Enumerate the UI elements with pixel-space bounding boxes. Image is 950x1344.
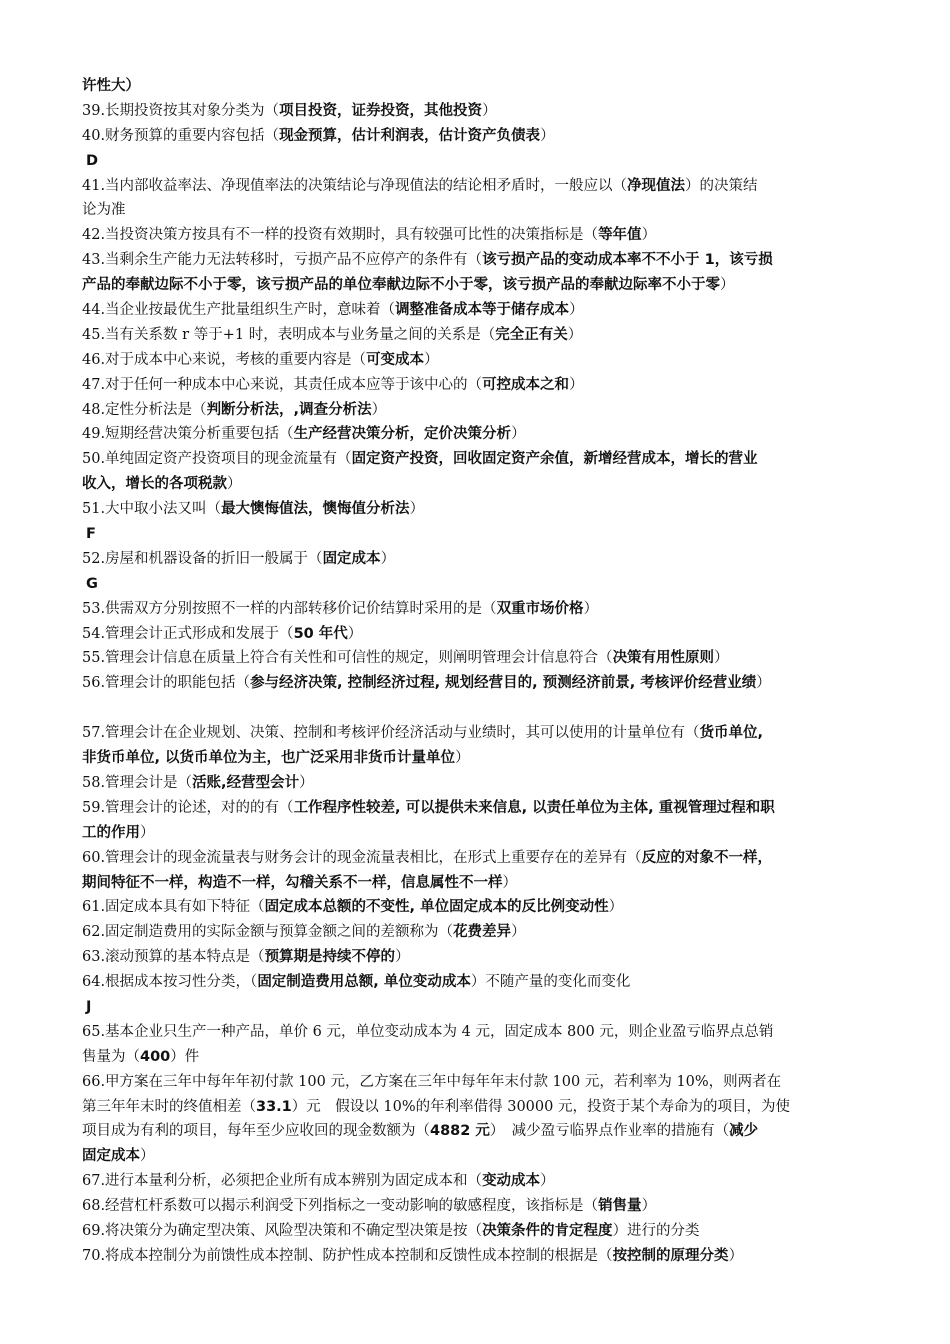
question-text: 44.当企业按最优生产批量组织生产时，意味着（ bbox=[82, 302, 396, 319]
text-line bbox=[82, 248, 876, 273]
question-text: ） bbox=[371, 401, 387, 418]
question-text: 55.管理会计信息在质量上符合有关性和可信性的规定，则阐明管理会计信息符合（ bbox=[82, 650, 613, 667]
question-text: 69.将决策分为确定型决策、风险型决策和不确定型决策是按（ bbox=[82, 1222, 483, 1239]
question-text: ） bbox=[511, 924, 526, 941]
text-line bbox=[82, 622, 876, 647]
section-letter-heading bbox=[82, 995, 876, 1020]
question-text: 52.房屋和机器设备的折旧一般属于（ bbox=[82, 550, 323, 567]
question-text: ） bbox=[409, 501, 425, 518]
question-text: ） bbox=[641, 1198, 657, 1215]
question-text: F bbox=[86, 526, 96, 543]
question-text: J bbox=[86, 998, 92, 1015]
text-line bbox=[82, 422, 876, 447]
question-text: 47.对于任何一种成本中心来说，其责任成本应等于该中心的（ bbox=[82, 376, 483, 393]
question-text: 54.管理会计正式形成和发展于（ bbox=[82, 625, 294, 642]
answer-text: 400 bbox=[140, 1048, 171, 1065]
answer-text: 固定资产投资，回收固定资产余值，新增经营成本，增长的营业 bbox=[351, 451, 758, 468]
text-line bbox=[82, 1169, 876, 1194]
question-text: ） bbox=[583, 600, 599, 617]
answer-text: 最大懊悔值法，懊悔值分析法 bbox=[221, 501, 410, 518]
answer-text: 预算期是持续不停的 bbox=[264, 949, 396, 966]
answer-text: 固定制造费用总额, 单位变动成本 bbox=[257, 974, 471, 991]
question-text: G bbox=[86, 575, 98, 592]
question-text: ） bbox=[511, 426, 526, 443]
text-line bbox=[82, 1144, 876, 1169]
text-line bbox=[82, 472, 876, 497]
answer-text: 非货币单位, 以货币单位为主，也广泛采用非货币计量单位 bbox=[82, 750, 456, 767]
text-line bbox=[82, 771, 876, 796]
text-line bbox=[82, 223, 876, 248]
question-text: ） bbox=[347, 625, 363, 642]
answer-text: 可变成本 bbox=[366, 351, 425, 368]
section-letter-heading bbox=[82, 572, 876, 597]
text-line bbox=[82, 497, 876, 522]
question-text: 64.根据成本按习性分类，（ bbox=[82, 974, 258, 991]
text-line bbox=[82, 796, 876, 821]
answer-text: 项目投资，证券投资，其他投资 bbox=[279, 102, 483, 119]
question-text: 第三年年末时的终值相差（ bbox=[82, 1098, 256, 1115]
question-text: ） bbox=[299, 774, 314, 791]
section-letter-heading bbox=[82, 149, 876, 174]
answer-text: 净现值法 bbox=[627, 177, 686, 194]
question-text: ）不随产量的变化而变化 bbox=[470, 974, 631, 991]
answer-text: 固定成本 bbox=[322, 550, 381, 567]
question-text: ） bbox=[756, 675, 771, 692]
question-text: 论为准 bbox=[82, 202, 126, 219]
text-line bbox=[82, 74, 876, 99]
question-text: 42.当投资决策方按具有不一样的投资有效期时，具有较强可比性的决策指标是（ bbox=[82, 227, 599, 244]
answer-text: 调整准备成本等于储存成本 bbox=[395, 302, 570, 319]
question-text: 45.当有关系数 r 等于+1 时，表明成本与业务量之间的关系是（ bbox=[82, 326, 496, 343]
text-line bbox=[82, 99, 876, 124]
answer-text: 销售量 bbox=[598, 1198, 642, 1215]
question-text: ） bbox=[567, 326, 583, 343]
text-line bbox=[82, 721, 876, 746]
answer-text: 按控制的原理分类 bbox=[612, 1247, 729, 1264]
text-line bbox=[82, 298, 876, 323]
question-text: ） bbox=[720, 277, 735, 294]
answer-text: 决策有用性原则 bbox=[612, 650, 715, 667]
text-line bbox=[82, 398, 876, 423]
question-text: ） bbox=[569, 376, 584, 393]
answer-text: 33.1 bbox=[256, 1098, 292, 1115]
text-line bbox=[82, 920, 876, 945]
question-text: 49.短期经营决策分析重要包括（ bbox=[82, 426, 294, 443]
answer-text: 固定成本总额的不变性, 单位固定成本的反比例变动性 bbox=[264, 899, 609, 916]
text-line bbox=[82, 1095, 876, 1120]
document-body bbox=[82, 74, 876, 1269]
question-text: 67.进行本量利分析，必须把企业所有成本辨别为固定成本和（ bbox=[82, 1173, 483, 1190]
question-text: 50.单纯固定资产投资项目的现金流量有（ bbox=[82, 451, 352, 468]
question-text: ）件 bbox=[170, 1048, 200, 1065]
question-text: ） bbox=[227, 476, 242, 493]
text-line bbox=[82, 547, 876, 572]
question-text: 46.对于成本中心来说，考核的重要内容是（ bbox=[82, 351, 367, 368]
answer-text: 生产经营决策分析，定价决策分析 bbox=[293, 426, 512, 443]
text-line bbox=[82, 1119, 876, 1144]
answer-text: 参与经济决策, 控制经济过程, 规划经营目的, 预测经济前景, 考核评价经营业绩 bbox=[250, 675, 757, 692]
question-text: ） bbox=[140, 824, 155, 841]
question-text: 61.固定成本具有如下特征（ bbox=[82, 899, 265, 916]
answer-text: 活账,经营型会计 bbox=[192, 774, 300, 791]
question-text: 53.供需双方分别按照不一样的内部转移价记价结算时采用的是（ bbox=[82, 600, 497, 617]
question-text: 51.大中取小法又叫（ bbox=[82, 501, 222, 518]
question-text: ） bbox=[380, 550, 396, 567]
question-text: ） bbox=[714, 650, 729, 667]
question-text: ） bbox=[728, 1247, 744, 1264]
text-line bbox=[82, 1194, 876, 1219]
question-text: ） bbox=[540, 127, 555, 144]
question-text: ） bbox=[540, 1173, 555, 1190]
answer-text: 可控成本之和 bbox=[482, 376, 570, 393]
question-text: 68.经营杠杆系数可以揭示利润受下列指标之一变动影响的敏感程度，该指标是（ bbox=[82, 1198, 599, 1215]
question-text: 59.管理会计的论述，对的的有（ bbox=[82, 799, 294, 816]
question-text: 58.管理会计是（ bbox=[82, 774, 193, 791]
question-text: ） bbox=[482, 102, 497, 119]
text-line bbox=[82, 846, 876, 871]
question-text: 70.将成本控制分为前馈性成本控制、防护性成本控制和反馈性成本控制的根据是（ bbox=[82, 1247, 613, 1264]
answer-text: 双重市场价格 bbox=[496, 600, 584, 617]
answer-text: 产品的奉献边际不小于零，该亏损产品的单位奉献边际不小于零，该亏损产品的奉献边际率不小于零 bbox=[82, 277, 720, 294]
answer-text: 期间特征不一样，构造不一样，勾稽关系不一样，信息属性不一样 bbox=[82, 874, 503, 891]
question-text: ） bbox=[569, 302, 584, 319]
answer-text: 货币单位, bbox=[699, 725, 764, 742]
question-text: ） bbox=[502, 874, 517, 891]
answer-text: 4882 元 bbox=[430, 1123, 490, 1140]
answer-text: 该亏损产品的变动成本率不不小于 1，该亏损 bbox=[482, 252, 773, 269]
question-text: D bbox=[86, 152, 99, 169]
text-line bbox=[82, 1045, 876, 1070]
question-text: ） bbox=[608, 899, 624, 916]
question-text: 售量为（ bbox=[82, 1048, 140, 1065]
text-line bbox=[82, 1020, 876, 1045]
text-line bbox=[82, 1070, 876, 1095]
answer-text: 判断分析法，,调查分析法 bbox=[206, 401, 372, 418]
text-line bbox=[82, 1219, 876, 1244]
text-line bbox=[82, 124, 876, 149]
question-text: 41.当内部收益率法、净现值率法的决策结论与净现值法的结论相矛盾时，一般应以（ bbox=[82, 177, 628, 194]
question-text: ） bbox=[140, 1148, 155, 1165]
question-text: 57.管理会计在企业规划、决策、控制和考核评价经济活动与业绩时，其可以使用的计量单位有（ bbox=[82, 725, 700, 742]
text-line bbox=[82, 198, 876, 223]
answer-text: 等年值 bbox=[598, 227, 642, 244]
text-line bbox=[82, 970, 876, 995]
question-text: 66.甲方案在三年中每年年初付款 100 元，乙方案在三年中每年年末付款 100 元，若利率为 10%，则两者在 bbox=[82, 1073, 782, 1090]
answer-text: 工的作用 bbox=[82, 824, 140, 841]
text-line bbox=[82, 871, 876, 896]
question-text: 63.滚动预算的基本特点是（ bbox=[82, 949, 265, 966]
answer-text: 收入，增长的各项税款 bbox=[82, 476, 227, 493]
question-text: ）元 假设以 10%的年利率借得 30000 元，投资于某个寿命为的项目，为使 bbox=[291, 1098, 790, 1115]
question-text: 项目成为有利的项目，每年至少应收回的现金数额为（ bbox=[82, 1123, 430, 1140]
text-line bbox=[82, 597, 876, 622]
question-text: ） bbox=[455, 750, 470, 767]
question-text: 62.固定制造费用的实际金额与预算金额之间的差额称为（ bbox=[82, 924, 454, 941]
question-text: 40.财务预算的重要内容包括（ bbox=[82, 127, 280, 144]
text-line bbox=[82, 895, 876, 920]
question-text: ） bbox=[424, 351, 439, 368]
text-line bbox=[82, 447, 876, 472]
answer-text: 减少 bbox=[729, 1123, 759, 1140]
question-text: ）的决策结 bbox=[685, 177, 758, 194]
text-line bbox=[82, 273, 876, 298]
question-text: 60.管理会计的现金流量表与财务会计的现金流量表相比，在形式上重要存在的差异有（ bbox=[82, 849, 642, 866]
answer-text: 许性大） bbox=[82, 78, 140, 94]
text-line bbox=[82, 746, 876, 771]
question-text: 39.长期投资按其对象分类为（ bbox=[82, 102, 280, 119]
question-text: ）进行的分类 bbox=[612, 1222, 700, 1239]
answer-text: 决策条件的肯定程度 bbox=[482, 1222, 613, 1239]
section-letter-heading bbox=[82, 522, 876, 547]
answer-text: 完全正有关 bbox=[495, 326, 568, 343]
question-text: ） bbox=[641, 227, 657, 244]
question-text: ） 减少盈亏临界点作业率的措施有（ bbox=[489, 1123, 730, 1140]
text-line bbox=[82, 348, 876, 373]
question-text: 65.基本企业只生产一种产品，单价 6 元，单位变动成本为 4 元，固定成本 800 元，则企业盈亏临界点总销 bbox=[82, 1023, 774, 1040]
text-line bbox=[82, 671, 876, 696]
question-text: 48.定性分析法是（ bbox=[82, 401, 207, 418]
text-line bbox=[82, 323, 876, 348]
question-text: 43.当剩余生产能力无法转移时，亏损产品不应停产的条件有（ bbox=[82, 252, 483, 269]
text-line bbox=[82, 945, 876, 970]
answer-text: 反应的对象不一样， bbox=[641, 849, 773, 866]
text-line bbox=[82, 174, 876, 199]
question-text: ） bbox=[395, 949, 410, 966]
text-line bbox=[82, 1244, 876, 1269]
answer-text: 现金预算，估计利润表，估计资产负债表 bbox=[279, 127, 541, 144]
answer-text: 变动成本 bbox=[482, 1173, 541, 1190]
question-text: 56.管理会计的职能包括（ bbox=[82, 675, 251, 692]
answer-text: 工作程序性较差, 可以提供未来信息, 以责任单位为主体, 重视管理过程和职 bbox=[293, 799, 775, 816]
blank-line bbox=[82, 696, 876, 721]
text-line bbox=[82, 373, 876, 398]
answer-text: 固定成本 bbox=[82, 1148, 140, 1165]
text-line bbox=[82, 646, 876, 671]
text-line bbox=[82, 821, 876, 846]
answer-text: 50 年代 bbox=[293, 625, 348, 642]
answer-text: 花费差异 bbox=[453, 924, 512, 941]
